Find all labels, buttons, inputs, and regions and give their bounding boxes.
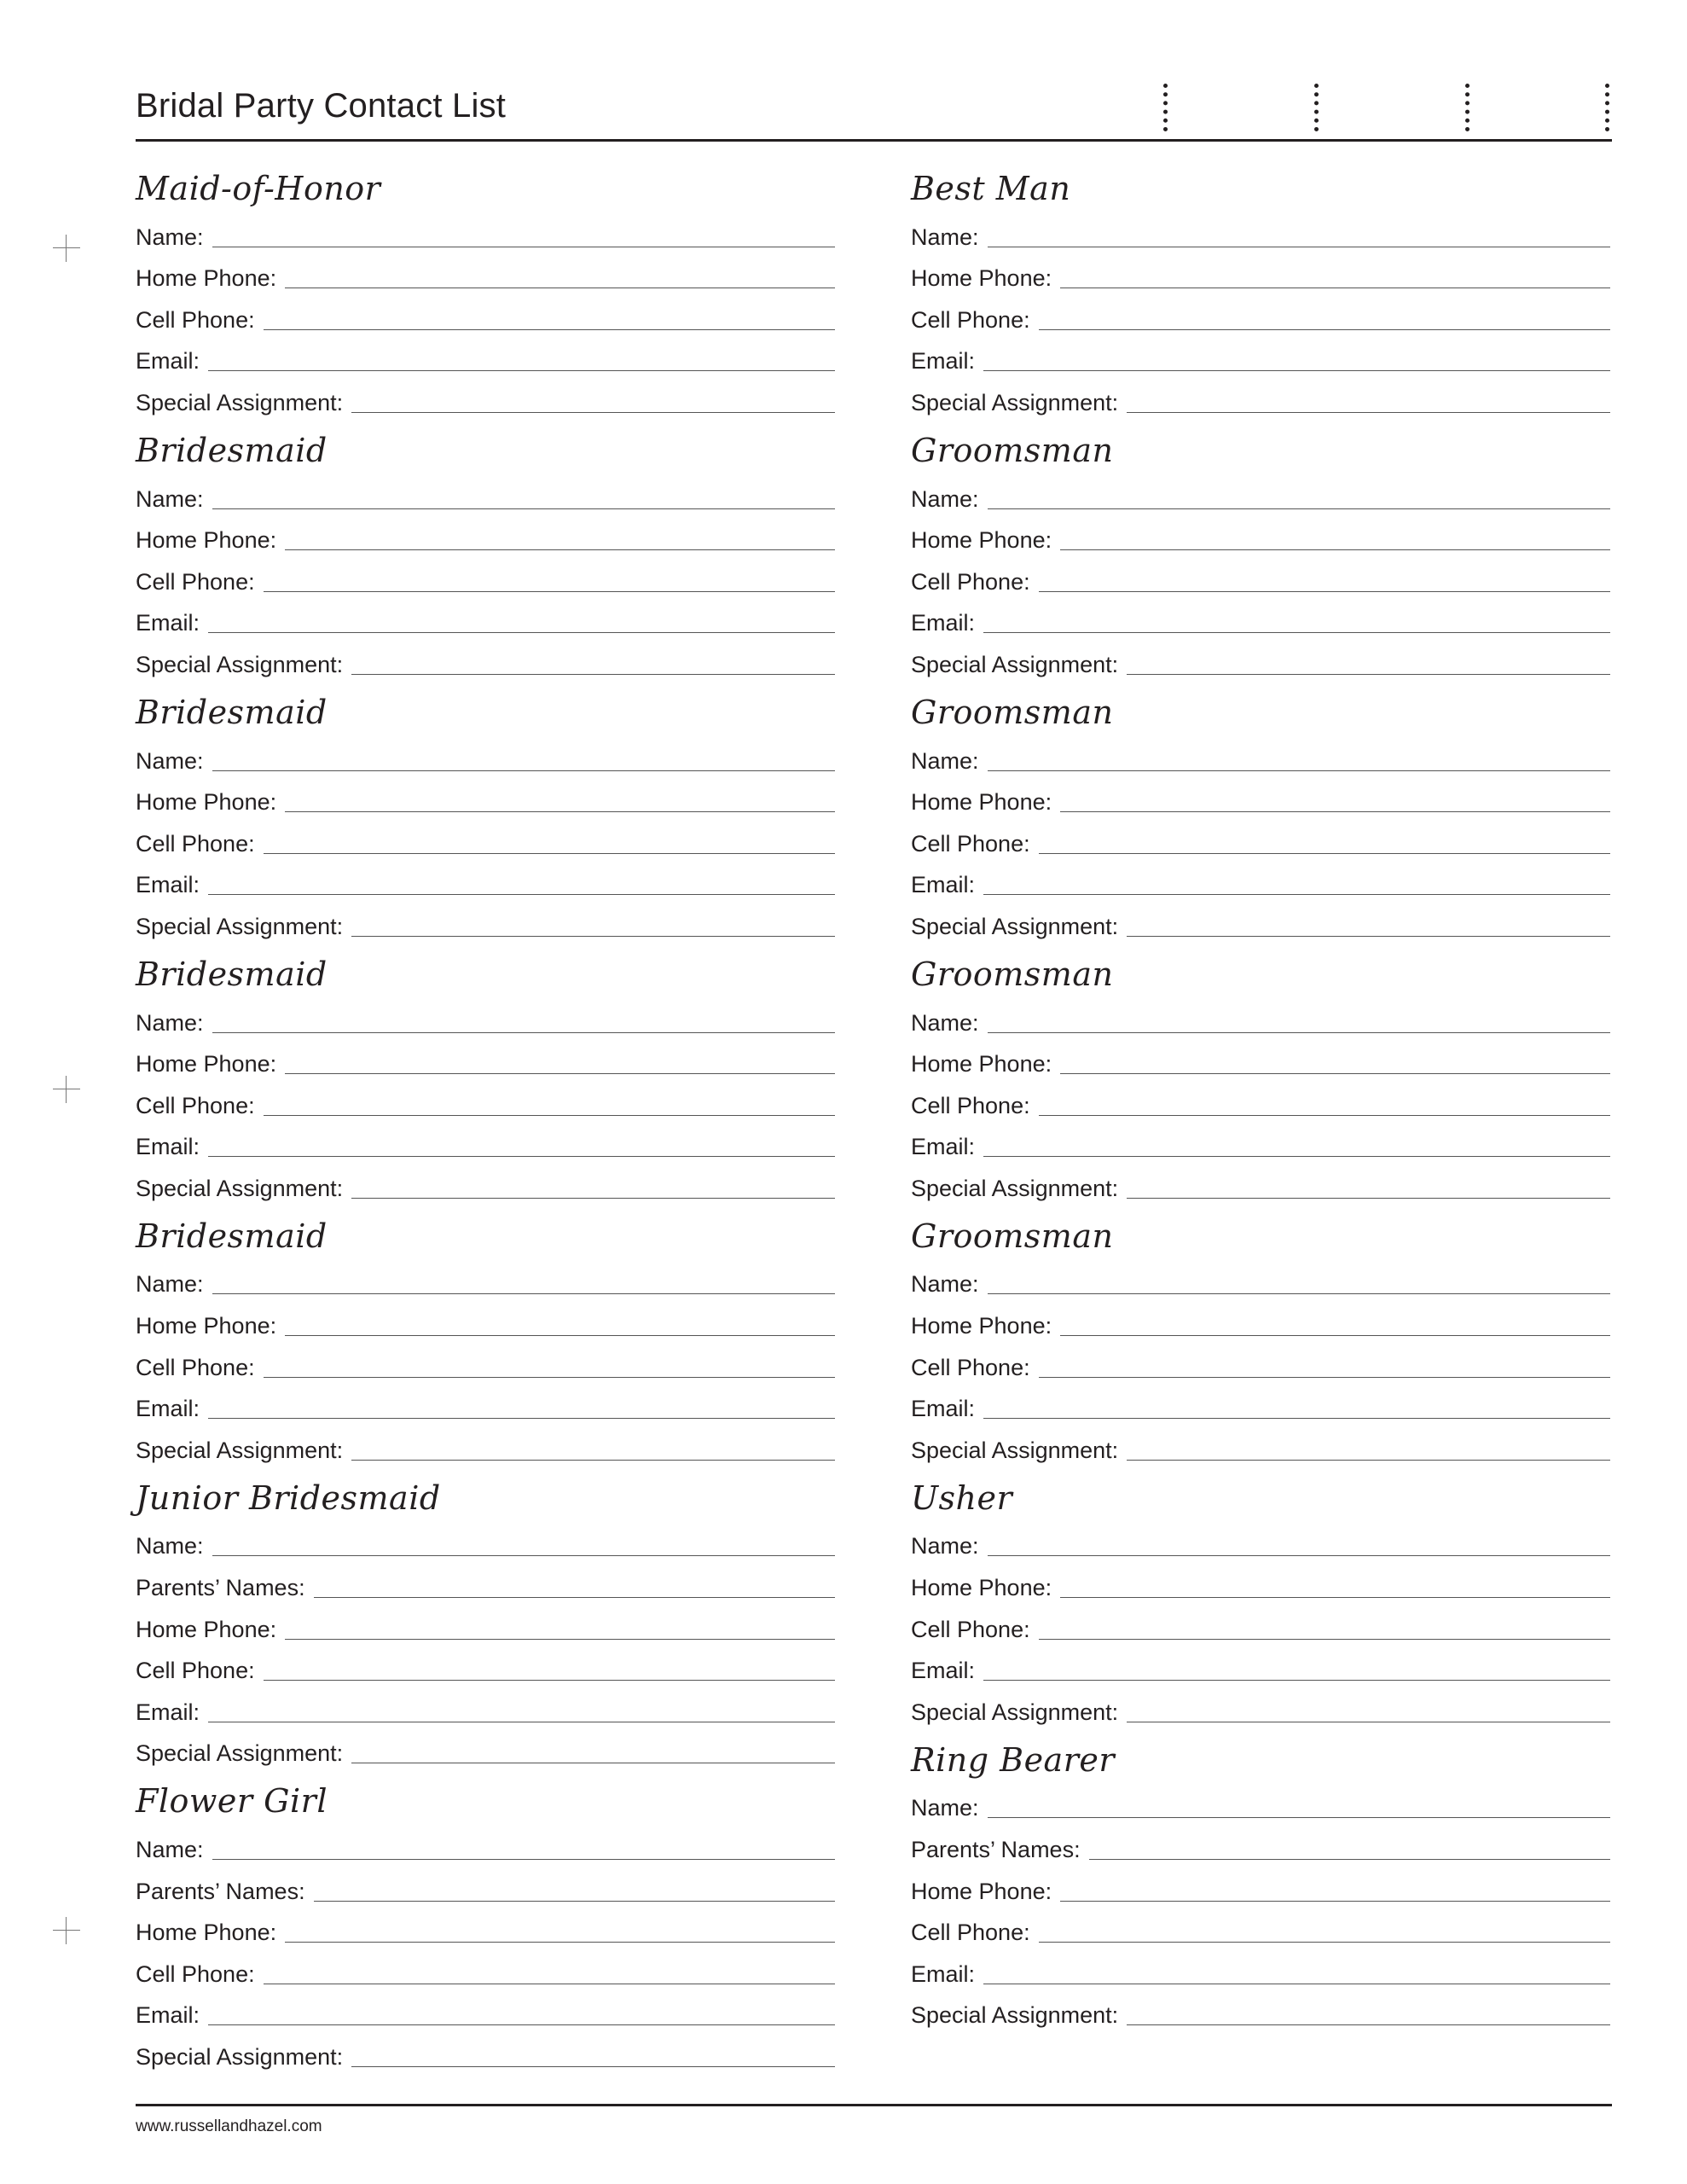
field-label: Email: bbox=[136, 1699, 200, 1725]
page-title: Bridal Party Contact List bbox=[136, 87, 507, 125]
field-label: Home Phone: bbox=[911, 1051, 1052, 1077]
field-line[interactable] bbox=[1127, 1198, 1610, 1199]
special-assignment-field[interactable] bbox=[911, 1424, 1610, 1466]
field-label: Email: bbox=[911, 1134, 976, 1160]
name-field[interactable] bbox=[911, 996, 1610, 1038]
email-field[interactable] bbox=[911, 1645, 1610, 1687]
field-label: Home Phone: bbox=[136, 1920, 277, 1946]
field-label: Name: bbox=[136, 1271, 204, 1298]
punch-mark bbox=[1163, 84, 1168, 131]
field-label: Name: bbox=[136, 1533, 204, 1560]
field-label: Name: bbox=[911, 485, 979, 512]
field-line[interactable] bbox=[1127, 936, 1610, 937]
special-assignment-field[interactable] bbox=[911, 900, 1610, 942]
field-label: Name: bbox=[911, 1271, 979, 1298]
registration-mark-icon bbox=[53, 235, 80, 262]
email-field[interactable] bbox=[911, 1121, 1610, 1163]
field-label: Cell Phone: bbox=[911, 830, 1030, 857]
section-title: Bridesmaid bbox=[136, 955, 328, 993]
header-rule bbox=[136, 139, 1612, 142]
field-line[interactable] bbox=[208, 370, 835, 371]
section-maid-of-honor bbox=[136, 166, 835, 418]
field-line[interactable] bbox=[314, 1901, 835, 1902]
field-label: Special Assignment: bbox=[911, 1699, 1119, 1725]
email-field[interactable] bbox=[136, 859, 835, 901]
parents-names-field[interactable] bbox=[911, 1823, 1610, 1865]
field-label: Email: bbox=[911, 610, 976, 636]
email-field[interactable] bbox=[136, 1989, 835, 2031]
home-phone-field[interactable] bbox=[911, 1299, 1610, 1341]
field-line[interactable] bbox=[1039, 329, 1610, 330]
field-label: Email: bbox=[911, 1960, 976, 1987]
section-title: Flower Girl bbox=[136, 1782, 328, 1821]
punch-mark bbox=[1465, 84, 1470, 131]
special-assignment-field[interactable] bbox=[136, 638, 835, 680]
field-label: Cell Phone: bbox=[911, 306, 1030, 333]
home-phone-field[interactable] bbox=[911, 1038, 1610, 1080]
special-assignment-field[interactable] bbox=[136, 1728, 835, 1769]
field-label: Special Assignment: bbox=[136, 2043, 344, 2070]
field-line[interactable] bbox=[212, 1859, 835, 1860]
section-title: Groomsman bbox=[911, 1217, 1114, 1255]
section-title: Usher bbox=[911, 1478, 1013, 1517]
cell-phone-field[interactable] bbox=[911, 293, 1610, 335]
field-line[interactable] bbox=[983, 1418, 1610, 1419]
field-line[interactable] bbox=[1127, 1460, 1610, 1461]
special-assignment-field[interactable] bbox=[136, 1424, 835, 1466]
field-label: Home Phone: bbox=[136, 265, 277, 292]
cell-phone-field[interactable] bbox=[136, 817, 835, 859]
name-field[interactable] bbox=[136, 1520, 835, 1562]
cell-phone-field[interactable] bbox=[136, 1079, 835, 1121]
name-field[interactable] bbox=[911, 1782, 1610, 1824]
field-line[interactable] bbox=[208, 1156, 835, 1157]
field-label: Home Phone: bbox=[911, 1878, 1052, 1904]
field-label: Cell Phone: bbox=[136, 1092, 255, 1118]
special-assignment-field[interactable] bbox=[911, 638, 1610, 680]
field-label: Email: bbox=[911, 1396, 976, 1422]
name-field[interactable] bbox=[136, 473, 835, 514]
field-line[interactable] bbox=[212, 508, 835, 509]
punch-mark bbox=[1605, 84, 1609, 131]
field-line[interactable] bbox=[208, 632, 835, 633]
field-label: Cell Phone: bbox=[911, 1092, 1030, 1118]
field-line[interactable] bbox=[1060, 811, 1610, 812]
field-label: Special Assignment: bbox=[911, 1437, 1119, 1463]
email-field[interactable] bbox=[911, 597, 1610, 639]
field-line[interactable] bbox=[983, 632, 1610, 633]
field-line[interactable] bbox=[285, 1639, 835, 1640]
field-label: Email: bbox=[136, 2002, 200, 2029]
field-label: Parents’ Names: bbox=[136, 1878, 305, 1904]
field-label: Name: bbox=[136, 747, 204, 774]
field-label: Cell Phone: bbox=[136, 1960, 255, 1987]
field-line[interactable] bbox=[351, 936, 835, 937]
field-line[interactable] bbox=[208, 1418, 835, 1419]
field-label: Special Assignment: bbox=[911, 389, 1119, 415]
section-bridesmaid-2 bbox=[136, 690, 835, 942]
field-line[interactable] bbox=[1060, 1335, 1610, 1336]
right-column bbox=[911, 166, 1610, 2030]
field-line[interactable] bbox=[988, 1555, 1610, 1556]
field-label: Email: bbox=[911, 872, 976, 898]
field-line[interactable] bbox=[1039, 591, 1610, 592]
field-label: Cell Phone: bbox=[136, 1658, 255, 1684]
field-label: Email: bbox=[136, 872, 200, 898]
cell-phone-field[interactable] bbox=[911, 817, 1610, 859]
section-junior-bridesmaid bbox=[136, 1476, 835, 1769]
field-label: Special Assignment: bbox=[136, 651, 344, 677]
special-assignment-field[interactable] bbox=[911, 376, 1610, 418]
field-label: Cell Phone: bbox=[136, 306, 255, 333]
field-label: Cell Phone: bbox=[911, 1920, 1030, 1946]
name-field[interactable] bbox=[136, 735, 835, 776]
field-label: Special Assignment: bbox=[136, 1175, 344, 1201]
section-ring-bearer bbox=[911, 1738, 1610, 2031]
field-line[interactable] bbox=[212, 1032, 835, 1033]
section-bridesmaid-1 bbox=[136, 428, 835, 680]
field-label: Special Assignment: bbox=[136, 389, 344, 415]
field-line[interactable] bbox=[264, 1680, 835, 1681]
field-line[interactable] bbox=[988, 770, 1610, 771]
field-label: Name: bbox=[136, 1837, 204, 1862]
name-field[interactable] bbox=[911, 1520, 1610, 1562]
home-phone-field[interactable] bbox=[136, 1038, 835, 1080]
home-phone-field[interactable] bbox=[136, 1603, 835, 1645]
registration-mark-icon bbox=[53, 1076, 80, 1103]
field-label: Cell Phone: bbox=[911, 1354, 1030, 1380]
home-phone-field[interactable] bbox=[136, 776, 835, 818]
field-label: Name: bbox=[911, 224, 979, 250]
field-line[interactable] bbox=[285, 1942, 835, 1943]
field-line[interactable] bbox=[1039, 1115, 1610, 1116]
field-line[interactable] bbox=[351, 1460, 835, 1461]
field-line[interactable] bbox=[285, 811, 835, 812]
field-label: Name: bbox=[911, 1533, 979, 1560]
section-usher bbox=[911, 1476, 1610, 1728]
field-line[interactable] bbox=[285, 549, 835, 550]
field-label: Name: bbox=[911, 1009, 979, 1036]
special-assignment-field[interactable] bbox=[136, 900, 835, 942]
cell-phone-field[interactable] bbox=[911, 1907, 1610, 1949]
field-label: Special Assignment: bbox=[911, 651, 1119, 677]
section-bridesmaid-4 bbox=[136, 1214, 835, 1466]
field-label: Name: bbox=[911, 1795, 979, 1821]
home-phone-field[interactable] bbox=[136, 514, 835, 556]
name-field[interactable] bbox=[136, 211, 835, 253]
section-title: Groomsman bbox=[911, 431, 1114, 469]
special-assignment-field[interactable] bbox=[136, 376, 835, 418]
field-line[interactable] bbox=[1039, 1377, 1610, 1378]
field-label: Home Phone: bbox=[136, 1616, 277, 1642]
field-label: Home Phone: bbox=[911, 527, 1052, 554]
field-line[interactable] bbox=[983, 1680, 1610, 1681]
field-label: Cell Phone: bbox=[136, 1354, 255, 1380]
special-assignment-field[interactable] bbox=[911, 1162, 1610, 1204]
field-line[interactable] bbox=[351, 674, 835, 675]
field-label: Special Assignment: bbox=[136, 913, 344, 939]
field-label: Cell Phone: bbox=[911, 1616, 1030, 1642]
field-label: Home Phone: bbox=[911, 1313, 1052, 1339]
section-groomsman-4 bbox=[911, 1214, 1610, 1466]
field-line[interactable] bbox=[208, 894, 835, 895]
field-label: Special Assignment: bbox=[911, 913, 1119, 939]
registration-mark-icon bbox=[53, 1917, 80, 1944]
footer-url: www.russellandhazel.com bbox=[136, 2117, 322, 2135]
field-label: Special Assignment: bbox=[136, 1740, 344, 1767]
field-line[interactable] bbox=[351, 2066, 835, 2067]
section-title: Groomsman bbox=[911, 693, 1114, 731]
name-field[interactable] bbox=[911, 735, 1610, 776]
field-line[interactable] bbox=[1039, 1942, 1610, 1943]
cell-phone-field[interactable] bbox=[911, 1341, 1610, 1383]
email-field[interactable] bbox=[136, 597, 835, 639]
field-label: Name: bbox=[136, 224, 204, 250]
field-label: Cell Phone: bbox=[136, 830, 255, 857]
field-label: Special Assignment: bbox=[911, 2002, 1119, 2029]
special-assignment-field[interactable] bbox=[911, 1686, 1610, 1728]
cell-phone-field[interactable] bbox=[911, 1603, 1610, 1645]
field-line[interactable] bbox=[208, 2024, 835, 2025]
home-phone-field[interactable] bbox=[911, 253, 1610, 294]
section-title: Bridesmaid bbox=[136, 431, 328, 469]
name-field[interactable] bbox=[911, 473, 1610, 514]
field-line[interactable] bbox=[1089, 1859, 1610, 1860]
parents-names-field[interactable] bbox=[136, 1561, 835, 1603]
cell-phone-field[interactable] bbox=[136, 293, 835, 335]
field-label: Special Assignment: bbox=[911, 1175, 1119, 1201]
name-field[interactable] bbox=[911, 211, 1610, 253]
field-line[interactable] bbox=[351, 1198, 835, 1199]
email-field[interactable] bbox=[911, 1948, 1610, 1989]
field-label: Email: bbox=[911, 348, 976, 375]
field-line[interactable] bbox=[1060, 549, 1610, 550]
field-label: Cell Phone: bbox=[136, 568, 255, 595]
field-line[interactable] bbox=[351, 412, 835, 413]
field-line[interactable] bbox=[264, 591, 835, 592]
field-label: Name: bbox=[911, 747, 979, 774]
field-line[interactable] bbox=[988, 1032, 1610, 1033]
cell-phone-field[interactable] bbox=[911, 555, 1610, 597]
email-field[interactable] bbox=[911, 859, 1610, 901]
special-assignment-field[interactable] bbox=[136, 1162, 835, 1204]
field-label: Home Phone: bbox=[136, 789, 277, 816]
field-line[interactable] bbox=[1039, 853, 1610, 854]
field-line[interactable] bbox=[988, 1817, 1610, 1818]
field-label: Email: bbox=[136, 1396, 200, 1422]
field-label: Name: bbox=[136, 1009, 204, 1036]
field-label: Email: bbox=[136, 610, 200, 636]
field-label: Home Phone: bbox=[136, 1051, 277, 1077]
section-title: Best Man bbox=[911, 170, 1071, 207]
field-line[interactable] bbox=[285, 1335, 835, 1336]
field-line[interactable] bbox=[314, 1597, 835, 1598]
field-line[interactable] bbox=[212, 770, 835, 771]
section-title: Groomsman bbox=[911, 955, 1114, 993]
field-line[interactable] bbox=[264, 853, 835, 854]
email-field[interactable] bbox=[136, 1121, 835, 1163]
home-phone-field[interactable] bbox=[911, 514, 1610, 556]
section-groomsman-2 bbox=[911, 690, 1610, 942]
field-line[interactable] bbox=[1127, 2024, 1610, 2025]
section-bridesmaid-3 bbox=[136, 952, 835, 1204]
home-phone-field[interactable] bbox=[911, 776, 1610, 818]
section-best-man bbox=[911, 166, 1610, 418]
section-flower-girl bbox=[136, 1779, 835, 2072]
home-phone-field[interactable] bbox=[136, 253, 835, 294]
cell-phone-field[interactable] bbox=[136, 1645, 835, 1687]
left-column bbox=[136, 166, 835, 2072]
footer-rule bbox=[136, 2104, 1612, 2106]
field-line[interactable] bbox=[1127, 412, 1610, 413]
field-line[interactable] bbox=[285, 1073, 835, 1074]
field-line[interactable] bbox=[264, 329, 835, 330]
field-line[interactable] bbox=[264, 1377, 835, 1378]
field-line[interactable] bbox=[1060, 1073, 1610, 1074]
field-line[interactable] bbox=[983, 1156, 1610, 1157]
cell-phone-field[interactable] bbox=[911, 1079, 1610, 1121]
punch-mark bbox=[1314, 84, 1319, 131]
section-groomsman-1 bbox=[911, 428, 1610, 680]
name-field[interactable] bbox=[136, 1258, 835, 1300]
email-field[interactable] bbox=[136, 1686, 835, 1728]
name-field[interactable] bbox=[911, 1258, 1610, 1300]
field-line[interactable] bbox=[212, 1293, 835, 1294]
cell-phone-field[interactable] bbox=[136, 555, 835, 597]
field-label: Name: bbox=[136, 485, 204, 512]
section-title: Bridesmaid bbox=[136, 693, 328, 731]
field-line[interactable] bbox=[983, 894, 1610, 895]
field-label: Home Phone: bbox=[136, 527, 277, 554]
cell-phone-field[interactable] bbox=[136, 1948, 835, 1989]
field-line[interactable] bbox=[988, 1293, 1610, 1294]
field-line[interactable] bbox=[983, 370, 1610, 371]
field-line[interactable] bbox=[264, 1115, 835, 1116]
name-field[interactable] bbox=[136, 996, 835, 1038]
field-line[interactable] bbox=[1060, 1901, 1610, 1902]
field-label: Parents’ Names: bbox=[911, 1837, 1081, 1862]
parents-names-field[interactable] bbox=[136, 1865, 835, 1907]
home-phone-field[interactable] bbox=[136, 1299, 835, 1341]
section-title: Junior Bridesmaid bbox=[136, 1478, 441, 1517]
email-field[interactable] bbox=[136, 1383, 835, 1425]
section-title: Ring Bearer bbox=[911, 1740, 1116, 1779]
field-label: Email: bbox=[136, 1134, 200, 1160]
field-line[interactable] bbox=[1127, 674, 1610, 675]
field-label: Home Phone: bbox=[911, 265, 1052, 292]
field-label: Cell Phone: bbox=[911, 568, 1030, 595]
field-label: Special Assignment: bbox=[136, 1437, 344, 1463]
field-line[interactable] bbox=[988, 508, 1610, 509]
email-field[interactable] bbox=[911, 335, 1610, 377]
email-field[interactable] bbox=[136, 335, 835, 377]
field-label: Email: bbox=[911, 1658, 976, 1684]
field-line[interactable] bbox=[1039, 1639, 1610, 1640]
special-assignment-field[interactable] bbox=[911, 1989, 1610, 2031]
field-label: Home Phone: bbox=[136, 1313, 277, 1339]
field-line[interactable] bbox=[212, 1555, 835, 1556]
field-label: Home Phone: bbox=[911, 1575, 1052, 1601]
cell-phone-field[interactable] bbox=[136, 1341, 835, 1383]
home-phone-field[interactable] bbox=[911, 1561, 1610, 1603]
field-label: Home Phone: bbox=[911, 789, 1052, 816]
field-label: Parents’ Names: bbox=[136, 1575, 305, 1601]
name-field[interactable] bbox=[136, 1823, 835, 1865]
section-title: Bridesmaid bbox=[136, 1217, 328, 1255]
field-line[interactable] bbox=[1060, 1597, 1610, 1598]
section-groomsman-3 bbox=[911, 952, 1610, 1204]
home-phone-field[interactable] bbox=[136, 1907, 835, 1949]
home-phone-field[interactable] bbox=[911, 1865, 1610, 1907]
special-assignment-field[interactable] bbox=[136, 2030, 835, 2072]
field-label: Email: bbox=[136, 348, 200, 375]
section-title: Maid-of-Honor bbox=[136, 170, 381, 207]
email-field[interactable] bbox=[911, 1383, 1610, 1425]
